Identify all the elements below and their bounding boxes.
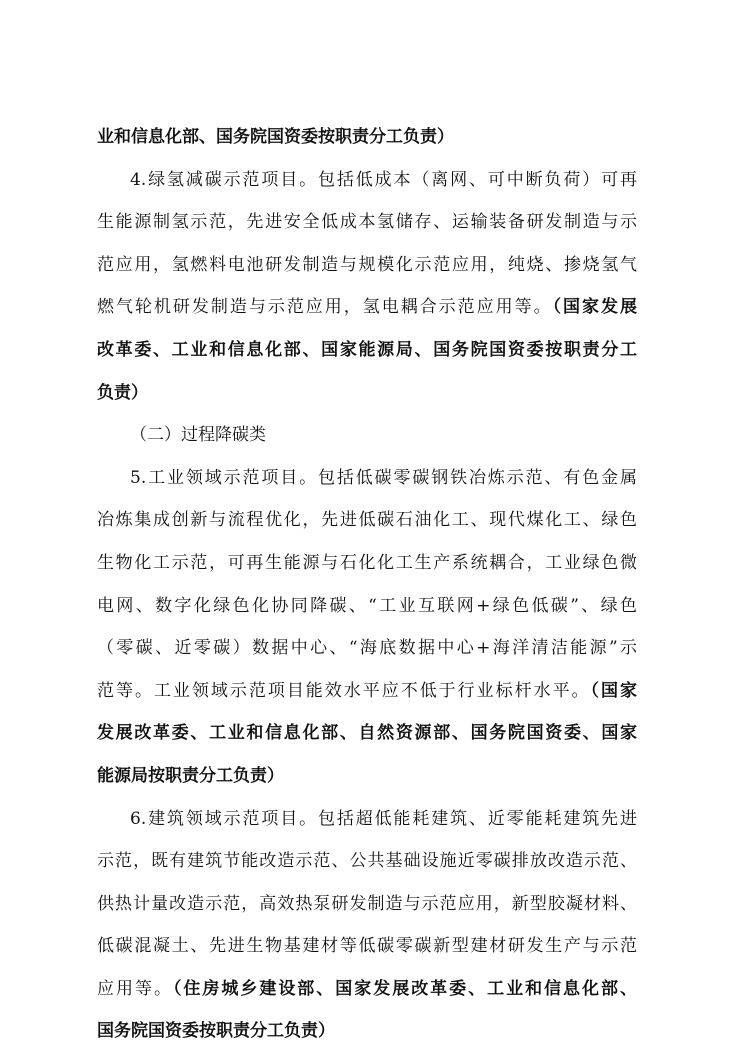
- paragraph-4-first-line: 4.绿氢减碳示范项目。包括低成本（离网、可中断负荷）可再: [130, 170, 637, 190]
- text-line: 供热计量改造示范，高效热泵研发制造与示范应用，新型胶凝材料、: [97, 894, 637, 914]
- text-line: 冶炼集成创新与流程优化，先进低碳石油化工、现代煤化工、绿色: [97, 510, 637, 530]
- paragraph-6-first-line: 6.建筑领域示范项目。包括超低能耗建筑、近零能耗建筑先进: [130, 809, 637, 829]
- section-heading: （二）过程降碳类: [130, 425, 266, 445]
- text-line: 示范，既有建筑节能改造示范、公共基础设施近零碳排放改造示范、: [97, 851, 637, 871]
- text-line: 低碳混凝土、先进生物基建材等低碳零碳新型建材研发生产与示范: [97, 936, 637, 956]
- text-line: 能源局按职责分工负责）: [97, 766, 284, 786]
- text-line: 燃气轮机研发制造与示范应用，氢电耦合示范应用等。（国家发展: [97, 297, 638, 317]
- text-line: 应用等。（住房城乡建设部、国家发展改革委、工业和信息化部、: [97, 979, 638, 999]
- text-line: 电网、数字化绿色化协同降碳、“工业互联网+绿色低碳”、绿色: [97, 596, 637, 616]
- text-line: 生物化工示范，可再生能源与石化化工生产系统耦合，工业绿色微: [97, 553, 637, 573]
- text-line: 改革委、工业和信息化部、国家能源局、国务院国资委按职责分工: [97, 340, 637, 360]
- text-line: 国务院国资委按职责分工负责）: [97, 1021, 335, 1041]
- text-line: 业和信息化部、国务院国资委按职责分工负责）: [97, 127, 454, 147]
- text-line: 发展改革委、工业和信息化部、自然资源部、国务院国资委、国家: [97, 723, 637, 743]
- text-line: 负责）: [97, 383, 148, 403]
- text-line: 生能源制氢示范，先进安全低成本氢储存、运输装备研发制造与示: [97, 212, 637, 232]
- text-line: （零碳、近零碳）数据中心、“海底数据中心+海洋清洁能源”示: [97, 638, 637, 658]
- paragraph-5-first-line: 5.工业领域示范项目。包括低碳零碳钢铁冶炼示范、有色金属: [130, 468, 637, 488]
- text-line: 范应用，氢燃料电池研发制造与规模化示范应用，纯烧、掺烧氢气: [97, 255, 637, 275]
- text-line: 范等。工业领域示范项目能效水平应不低于行业标杆水平。（国家: [97, 681, 638, 701]
